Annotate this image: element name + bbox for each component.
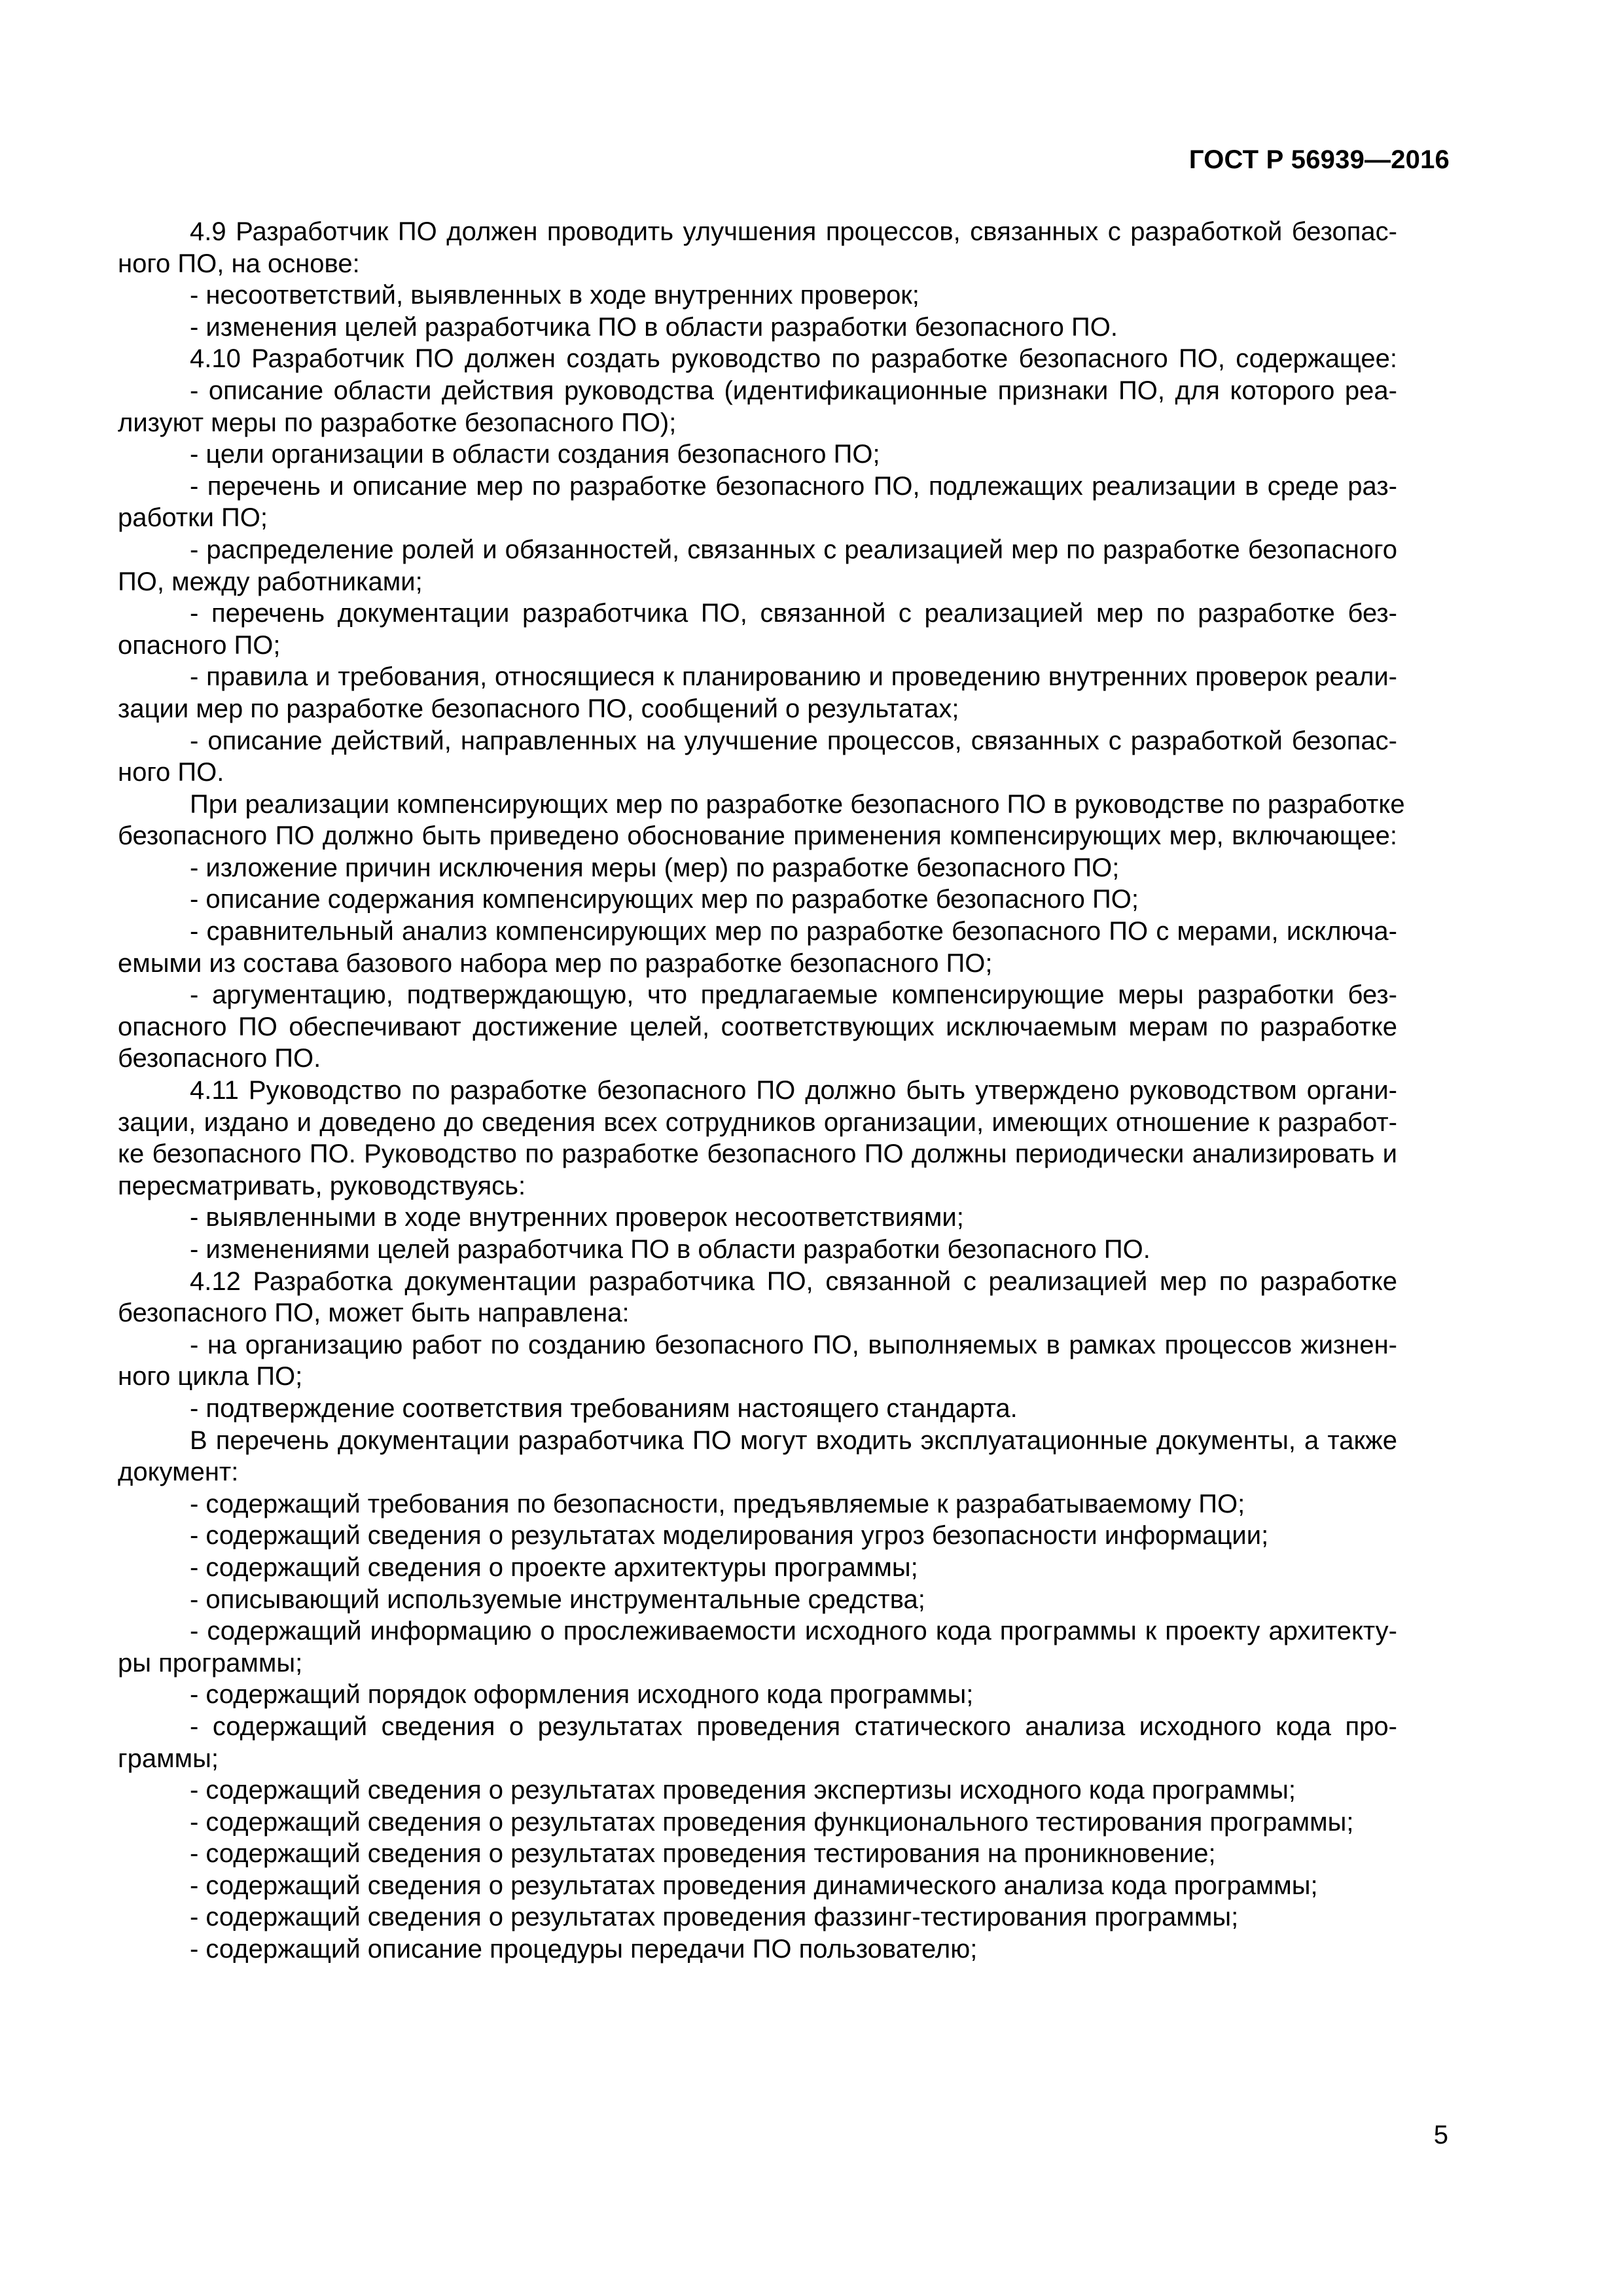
text-line: емыми из состава базового набора мер по разработке безопасного ПО; bbox=[118, 948, 993, 978]
text-line: ПО, между работниками; bbox=[118, 567, 423, 596]
text-line: - правила и требования, относящиеся к планированию и проведению внутренних проверок реали- bbox=[190, 662, 1397, 692]
text-line: - содержащий сведения о результатах проведения фаззинг-тестирования программы; bbox=[190, 1903, 1239, 1932]
text-line: - распределение ролей и обязанностей, связанных с реализацией мер по разработке безопасного bbox=[190, 535, 1397, 564]
text-line: - содержащий сведения о результатах проведения экспертизы исходного кода программы; bbox=[190, 1776, 1296, 1805]
text-line: безопасного ПО должно быть приведено обоснование применения компенсирующих мер, включающее: bbox=[118, 821, 1397, 851]
standard-header: ГОСТ Р 56939—2016 bbox=[1188, 145, 1450, 174]
text-line: зации, издано и доведено до сведения всех сотрудников организации, имеющих отношение к разработ- bbox=[118, 1107, 1397, 1137]
text-line: - сравнительный анализ компенсирующих мер по разработке безопасного ПО с мерами, исключа- bbox=[190, 917, 1397, 946]
text-line: - выявленными в ходе внутренних проверок несоответствиями; bbox=[190, 1203, 964, 1232]
document-body bbox=[118, 216, 1405, 1965]
text-line: - изменения целей разработчика ПО в области разработки безопасного ПО. bbox=[190, 312, 1118, 342]
text-line: - содержащий порядок оформления исходного кода программы; bbox=[190, 1680, 974, 1710]
text-line: граммы; bbox=[118, 1744, 219, 1773]
text-line: - изменениями целей разработчика ПО в области разработки безопасного ПО. bbox=[190, 1235, 1150, 1264]
text-line: 4.9 Разработчик ПО должен проводить улучшения процессов, связанных с разработкой безопас- bbox=[190, 217, 1397, 246]
text-line: - содержащий информацию о прослеживаемости исходного кода программы к проекту архитекту- bbox=[190, 1617, 1397, 1646]
text-line: - перечень и описание мер по разработке безопасного ПО, подлежащих реализации в среде раз- bbox=[190, 471, 1397, 501]
text-line: ке безопасного ПО. Руководство по разработке безопасного ПО должны периодически анализировать и bbox=[118, 1139, 1397, 1169]
text-line: работки ПО; bbox=[118, 503, 268, 533]
text-line: безопасного ПО, может быть направлена: bbox=[118, 1299, 630, 1328]
text-line: 4.12 Разработка документации разработчика ПО, связанной с реализацией мер по разработке bbox=[190, 1266, 1397, 1296]
text-line: - содержащий сведения о результатах проведения динамического анализа кода программы; bbox=[190, 1871, 1318, 1900]
text-line: - изложение причин исключения меры (мер) по разработке безопасного ПО; bbox=[190, 853, 1120, 882]
text-line: - на организацию работ по созданию безопасного ПО, выполняемых в рамках процессов жизнен- bbox=[190, 1330, 1397, 1359]
text-line: - описывающий используемые инструментальные средства; bbox=[190, 1585, 925, 1614]
text-line: ного цикла ПО; bbox=[118, 1362, 303, 1391]
text-line: При реализации компенсирующих мер по разработке безопасного ПО в руководстве по разработке bbox=[190, 789, 1405, 819]
text-line: - содержащий сведения о результатах проведения функционального тестирования программы; bbox=[190, 1807, 1354, 1837]
text-line: ного ПО, на основе: bbox=[118, 249, 360, 278]
text-line: безопасного ПО. bbox=[118, 1044, 321, 1073]
text-line: - содержащий требования по безопасности, предъявляемые к разрабатываемому ПО; bbox=[190, 1489, 1245, 1518]
text-line: лизуют меры по разработке безопасного ПО); bbox=[118, 408, 677, 437]
page-number: 5 bbox=[1433, 2121, 1448, 2149]
text-line: - описание области действия руководства (идентификационные признаки ПО, для которого реа- bbox=[190, 376, 1397, 405]
text-line: опасного ПО обеспечивают достижение целей, соответствующих исключаемым мерам по разработке bbox=[118, 1012, 1397, 1041]
text-line: - содержащий сведения о результатах проведения тестирования на проникновение; bbox=[190, 1839, 1216, 1869]
text-line: документ: bbox=[118, 1458, 239, 1487]
text-line: - несоответствий, выявленных в ходе внутренних проверок; bbox=[190, 281, 919, 310]
text-line: - содержащий описание процедуры передачи ПО пользователю; bbox=[190, 1935, 978, 1964]
text-line: - аргументацию, подтверждающую, что предлагаемые компенсирующие меры разработки без- bbox=[190, 980, 1397, 1010]
text-line: - цели организации в области создания безопасного ПО; bbox=[190, 440, 880, 469]
text-line: - подтверждение соответствия требованиям настоящего стандарта. bbox=[190, 1393, 1018, 1423]
text-line: - перечень документации разработчика ПО, связанной с реализацией мер по разработке без- bbox=[190, 599, 1397, 628]
text-line: - содержащий сведения о результатах моделирования угроз безопасности информации; bbox=[190, 1521, 1269, 1551]
text-line: пересматривать, руководствуясь: bbox=[118, 1171, 526, 1200]
text-line: В перечень документации разработчика ПО могут входить эксплуатационные документы, а также bbox=[190, 1426, 1397, 1455]
text-line: - описание действий, направленных на улучшение процессов, связанных с разработкой безопас- bbox=[190, 726, 1397, 755]
text-line: опасного ПО; bbox=[118, 630, 281, 660]
text-line: - содержащий сведения о результатах проведения статического анализа исходного кода про- bbox=[190, 1712, 1397, 1741]
text-line: зации мер по разработке безопасного ПО, сообщений о результатах; bbox=[118, 694, 959, 723]
text-line: ры программы; bbox=[118, 1648, 303, 1677]
text-line: - описание содержания компенсирующих мер по разработке безопасного ПО; bbox=[190, 885, 1139, 914]
text-line: ного ПО. bbox=[118, 758, 224, 787]
text-line: 4.10 Разработчик ПО должен создать руководство по разработке безопасного ПО, содержащее: bbox=[190, 344, 1397, 374]
text-line: - содержащий сведения о проекте архитектуры программы; bbox=[190, 1552, 918, 1582]
text-line: 4.11 Руководство по разработке безопасного ПО должно быть утверждено руководством органи- bbox=[190, 1076, 1397, 1105]
